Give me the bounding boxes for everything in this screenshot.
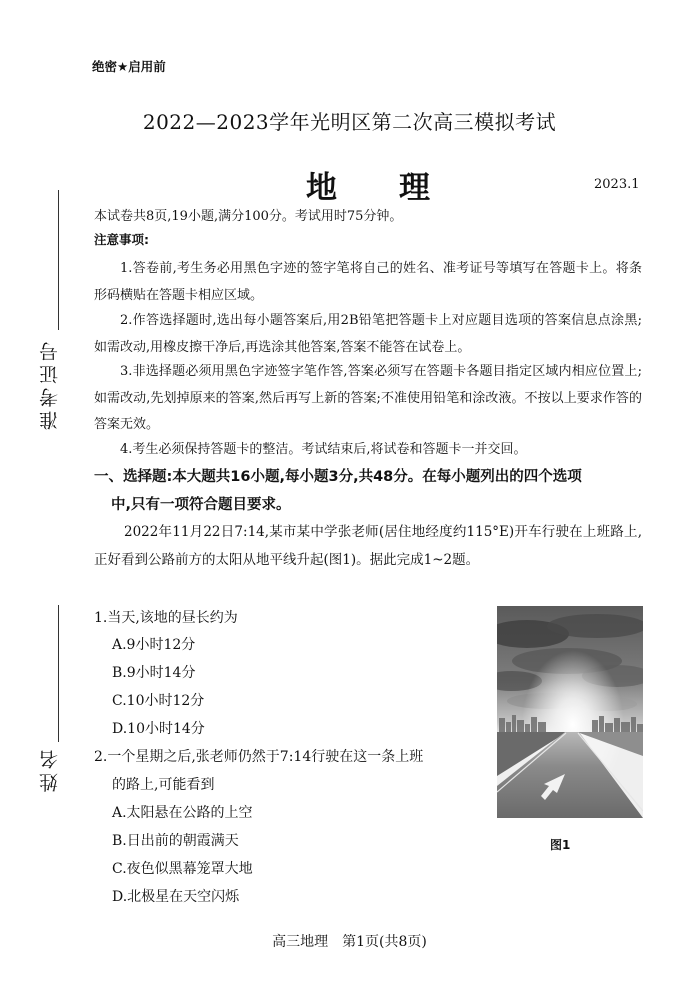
exam-date: 2023.1 [594, 177, 640, 192]
note-text-4: 4.考生必须保持答题卡的整洁。考试结束后,将试卷和答题卡一并交回。 [120, 442, 527, 457]
note-item [94, 437, 642, 464]
question-2-option-b: B.日出前的朝霞满天 [112, 833, 239, 849]
note-item [94, 256, 642, 309]
section-heading-line2: 中,只有一项符合题目要求。 [111, 497, 291, 513]
binding-line-middle [58, 605, 59, 742]
subject-char-2: 理 [399, 170, 430, 206]
exam-title: 2022—2023学年光明区第二次高三模拟考试 [142, 110, 557, 134]
name-label: 姓名 [39, 746, 61, 792]
page-footer: 高三地理 第1页(共8页) [272, 934, 427, 950]
subject-char-1: 地 [306, 170, 337, 206]
question-1-option-d: D.10小时14分 [112, 721, 205, 737]
note-item [94, 308, 642, 361]
question-2-option-a: A.太阳悬在公路的上空 [112, 805, 253, 821]
material-text: 2022年11月22日7:14,某市某中学张老师(居住地经度约115°E)开车行驶在上班路上,正好看到公路前方的太阳从地平线升起(图1)。据此完成1~2题。 [94, 524, 642, 568]
question-2-option-d: D.北极星在天空闪烁 [112, 889, 240, 905]
figure-1-caption: 图1 [550, 838, 571, 852]
exam-intro: 本试卷共8页,19小题,满分100分。考试用时75分钟。 [94, 209, 403, 224]
note-item [94, 359, 642, 439]
exam-number-label: 准考证号 [39, 338, 61, 430]
subject-title [306, 162, 430, 207]
question-1-option-c: C.10小时12分 [112, 693, 205, 709]
section-heading [94, 463, 644, 519]
question-2-stem-line2: 的路上,可能看到 [112, 777, 215, 793]
note-text-1: 1.答卷前,考生务必用黑色字迹的签字笔将自己的姓名、准考证号等填写在答题卡上。将条形码横贴在答题卡相应区域。 [94, 261, 642, 303]
note-text-2: 2.作答选择题时,选出每小题答案后,用2B铅笔把答题卡上对应题目选项的答案信息点涂黑;如需改动,用橡皮擦干净后,再选涂其他答案,答案不能答在试卷上。 [94, 313, 642, 355]
note-text-3: 3.非选择题必须用黑色字迹签字笔作答,答案必须写在答题卡各题目指定区域内相应位置上;如需改动,先划掉原来的答案,然后再写上新的答案;不准使用铅笔和涂改液。不按以上要求作答的答案无效。 [94, 364, 642, 432]
question-material [94, 518, 642, 574]
question-1-stem: 1.当天,该地的昼长约为 [94, 610, 238, 626]
confidential-mark: 绝密★启用前 [92, 59, 166, 74]
notes-title: 注意事项: [94, 232, 149, 247]
question-1-option-b: B.9小时14分 [112, 665, 196, 681]
binding-line-top [58, 190, 59, 330]
question-2-stem-line1: 2.一个星期之后,张老师仍然于7:14行驶在这一条上班 [94, 749, 424, 765]
section-heading-line1: 一、选择题:本大题共16小题,每小题3分,共48分。在每小题列出的四个选项 [94, 469, 582, 485]
question-2-option-c: C.夜色似黑幕笼罩大地 [112, 861, 253, 877]
question-1-option-a: A.9小时12分 [112, 637, 196, 653]
figure-1-photo [497, 606, 643, 818]
